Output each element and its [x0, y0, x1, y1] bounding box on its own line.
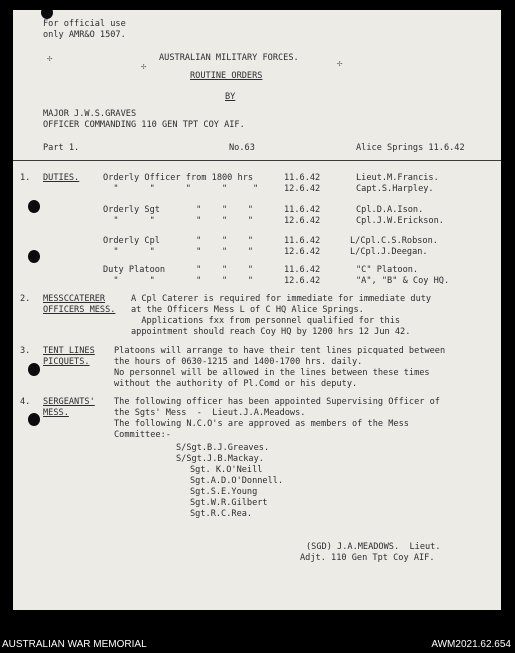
paragraph-line: The following N.C.O's are approved as members of the Mess — [114, 419, 409, 429]
paragraph-line: the hours of 0630-1215 and 1400-1700 hrs. daily. — [114, 357, 363, 367]
duty-label: " " " " " — [103, 247, 254, 257]
item-number: 3. — [20, 346, 31, 356]
signature-title: Adjt. 110 Gen Tpt Coy AIF. — [300, 553, 435, 563]
duty-label: " " " " " — [103, 184, 259, 194]
footer-bar — [0, 612, 515, 653]
item-number: 4. — [20, 397, 31, 407]
paragraph-line: A Cpl Caterer is required for immediate for immediate duty — [131, 294, 432, 304]
document-subtitle: ROUTINE ORDERS — [190, 71, 263, 81]
paragraph-line: appointment should reach Coy HQ by 1200 hrs 12 Jun 42. — [131, 327, 411, 337]
paragraph-line: No personnel will be allowed in the lines between these times — [114, 368, 430, 378]
section-heading: SERGEANTS' — [43, 397, 95, 407]
punch-hole — [28, 363, 40, 376]
footer-credit: AUSTRALIAN WAR MEMORIAL — [2, 639, 147, 650]
duty-name: L/Cpl.C.S.Robson. — [350, 236, 438, 246]
section-heading: MESSCCATERER — [43, 294, 106, 304]
duty-name: Lieut.M.Francis. — [356, 173, 439, 183]
official-use-note: only AMR&O 1507. — [43, 30, 126, 40]
paragraph-line: Applications fxx from personnel qualified for this — [131, 316, 401, 326]
duty-name: Cpl.J.W.Erickson. — [356, 216, 444, 226]
duty-date: 11.6.42 — [284, 236, 321, 246]
duty-date: 11.6.42 — [284, 173, 321, 183]
section-heading: PICQUETS. — [43, 357, 90, 367]
duty-date: 12.6.42 — [284, 276, 321, 286]
duty-date: 12.6.42 — [284, 184, 321, 194]
duty-date: 12.6.42 — [284, 247, 321, 257]
issuing-officer: MAJOR J.W.S.GRAVES — [43, 109, 137, 119]
section-heading: TENT LINES — [43, 346, 95, 356]
duty-name: Capt.S.Harpley. — [356, 184, 434, 194]
official-use-note: For official use — [43, 19, 126, 29]
committee-member: Sgt. K.O'Neill — [190, 465, 263, 475]
document-page — [13, 10, 501, 610]
section-heading: DUTIES. — [43, 173, 80, 183]
committee-member: Sgt.S.E.Young — [190, 487, 258, 497]
signature-line: (SGD) J.A.MEADOWS. Lieut. — [306, 542, 441, 552]
issuing-officer-title: OFFICER COMMANDING 110 GEN TPT COY AIF. — [43, 120, 245, 130]
place-date: Alice Springs 11.6.42 — [356, 143, 465, 153]
duty-label: Orderly Officer from 1800 hrs — [103, 173, 254, 183]
by-label: BY — [225, 92, 236, 102]
punch-hole — [28, 413, 40, 426]
pin-hole-mark: ✢ — [337, 59, 343, 69]
duty-date: 12.6.42 — [284, 216, 321, 226]
duty-date: 11.6.42 — [284, 205, 321, 215]
committee-member: Sgt.R.C.Rea. — [190, 509, 253, 519]
punch-hole — [28, 200, 40, 213]
document-title: AUSTRALIAN MILITARY FORCES. — [159, 53, 299, 63]
paragraph-line: the Sgts' Mess - Lieut.J.A.Meadows. — [114, 408, 306, 418]
committee-member: Sgt.A.D.O'Donnell. — [190, 476, 284, 486]
footer-accession-number: AWM2021.62.654 — [431, 639, 511, 650]
pin-hole-mark: ✢ — [47, 54, 53, 64]
divider-line — [13, 160, 501, 161]
paragraph-line: Platoons will arrange to have their tent lines picquated between — [114, 346, 446, 356]
paragraph-line: without the authority of Pl.Comd or his deputy. — [114, 379, 358, 389]
section-heading: OFFICERS MESS. — [43, 305, 116, 315]
item-number: 1. — [20, 173, 31, 183]
paragraph-line: Committee:- — [114, 430, 171, 440]
duty-name: L/Cpl.J.Deegan. — [350, 247, 428, 257]
committee-member: S/Sgt.J.B.Mackay. — [176, 454, 264, 464]
duty-label: Orderly Sgt " " " — [103, 205, 254, 215]
punch-hole — [28, 250, 40, 263]
duty-label: " " " " " — [103, 216, 254, 226]
committee-member: S/Sgt.B.J.Greaves. — [176, 443, 270, 453]
paragraph-line: at the Officers Mess L of C HQ Alice Springs. — [131, 305, 364, 315]
duty-label: Orderly Cpl " " " — [103, 236, 254, 246]
duty-date: 11.6.42 — [284, 265, 321, 275]
duty-label: Duty Platoon " " " — [103, 265, 254, 275]
duty-name: "A", "B" & Coy HQ. — [356, 276, 450, 286]
committee-member: Sgt.W.R.Gilbert — [190, 498, 268, 508]
paragraph-line: The following officer has been appointed Supervising Officer of — [114, 397, 440, 407]
duty-name: "C" Platoon. — [356, 265, 419, 275]
section-heading: MESS. — [43, 408, 69, 418]
duty-label: " " " " " — [103, 276, 254, 286]
order-number: No.63 — [229, 143, 255, 153]
punch-hole — [41, 10, 53, 19]
duty-name: Cpl.D.A.Ison. — [356, 205, 424, 215]
pin-hole-mark: ✢ — [141, 62, 147, 72]
item-number: 2. — [20, 294, 31, 304]
part-label: Part 1. — [43, 143, 80, 153]
